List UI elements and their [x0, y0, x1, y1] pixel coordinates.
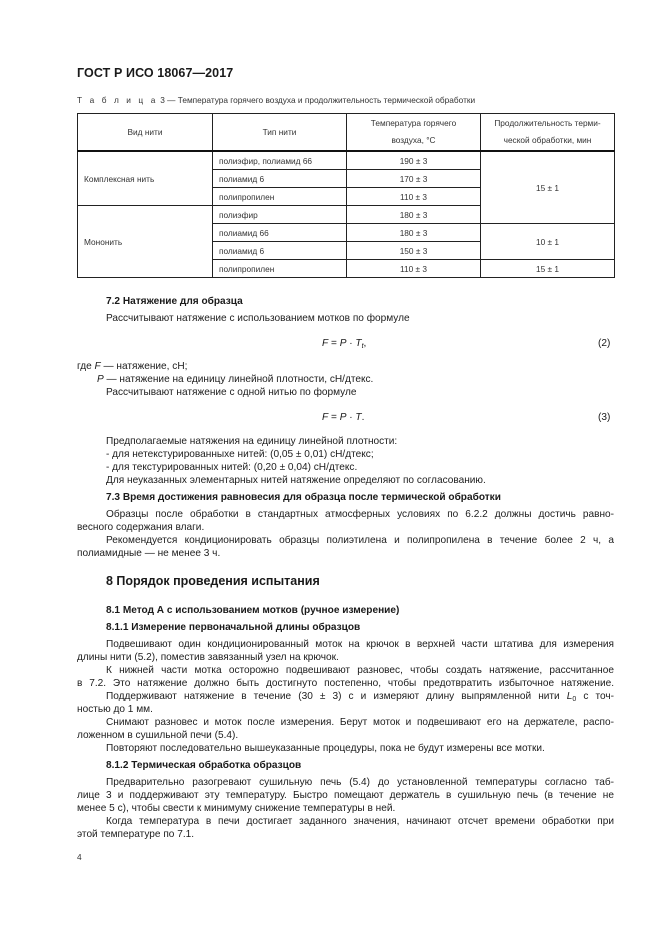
paragraph-line: Подвешивают один кондиционированный моток на крючок в верхней части штатива для измерения [106, 639, 614, 650]
thread-type-cell: полиэфир [213, 206, 347, 224]
temperature-cell: 180 ± 3 [347, 224, 481, 242]
duration-cell: 15 ± 1 [481, 260, 615, 278]
table-3-temperature-duration [77, 113, 615, 278]
list-item: - для нетекстурированныхе нитей: (0,05 ± 0,01) сН/дтекс; [106, 449, 374, 460]
paragraph-line: в 7.2. Это натяжение должно быть достигнуто постепенно, чтобы предотвратить избыточное натяжение. [77, 678, 614, 689]
duration-cell: 15 ± 1 [481, 151, 615, 224]
column-header-temperature: Температура горячего воздуха, °С [347, 114, 481, 152]
page-number: 4 [77, 852, 82, 862]
paragraph-line: ложенном в сушильной печи (5.4). [77, 730, 239, 741]
table-caption [77, 95, 475, 105]
paragraph: Рассчитывают натяжение с использованием мотков по формуле [106, 313, 410, 324]
paragraph-line: Повторяют последовательно вышеуказанные процедуры, пока не будут измерены все мотки. [106, 743, 545, 754]
formula-2: $F = P \cdot T_t$, [322, 338, 367, 350]
paragraph-line: К нижней части мотка осторожно подвешивают разновес, чтобы создать натяжение, рассчитанное [106, 665, 614, 676]
column-header-thread-kind: Вид нити [78, 114, 213, 152]
paragraph-line: Рекомендуется кондиционировать образцы полиэтилена и полипропилена в течение более 2 ч, а [106, 535, 614, 546]
paragraph-line: этой температуре по 7.1. [77, 829, 195, 840]
list-item: - для текстурированных нитей: (0,20 ± 0,04) сН/дтекс. [106, 462, 358, 473]
equation-number-3: (3) [598, 412, 611, 423]
paragraph-line: Снимают разновес и моток после измерения. Берут моток и подвешивают его на держателе, распо- [106, 717, 614, 728]
section-7-2-heading: 7.2 Натяжение для образца [106, 296, 243, 307]
paragraph-line: Предварительно разогревают сушильную печь (5.4) до установленной температуры согласно таб- [106, 777, 614, 788]
temperature-cell: 190 ± 3 [347, 151, 481, 170]
paragraph-line: Образцы после обработки в стандартных атмосферных условиях по 6.2.2 должны достичь равно- [106, 509, 614, 520]
paragraph-line: лице 3 и поддерживают эту температуру. Быстро помещают держатель в сушильную печь (в течение не [77, 790, 614, 801]
section-8-1-2-heading: 8.1.2 Термическая обработка образцов [106, 760, 302, 771]
thread-kind-cell: Мононить [78, 206, 213, 278]
paragraph-line: ностью до 1 мм. [77, 704, 153, 715]
where-line-p: P — натяжение на единицу линейной плотности, сН/дтекс. [97, 374, 374, 385]
thread-kind-cell: Комплексная нить [78, 151, 213, 206]
paragraph-line: весного содержания влаги. [77, 522, 205, 533]
equation-number-2: (2) [598, 338, 611, 349]
paragraph-line: полиамидные — не менее 3 ч. [77, 548, 221, 559]
thread-type-cell: полипропилен [213, 188, 347, 206]
temperature-cell: 110 ± 3 [347, 188, 481, 206]
paragraph-line: Поддерживают натяжение в течение (30 ± 3) с и измеряют длину выпрямленной нити $L_0$ с точ- [106, 691, 614, 703]
column-header-duration: Продолжительность термической обработки, мин [481, 114, 615, 152]
paragraph: Рассчитывают натяжение с одной нитью по формуле [106, 387, 357, 398]
temperature-cell: 110 ± 3 [347, 260, 481, 278]
section-7-3-heading: 7.3 Время достижения равновесия для образца после термической обработки [106, 492, 501, 503]
thread-type-cell: полиамид 6 [213, 170, 347, 188]
table-row [78, 151, 615, 170]
paragraph-line: длины нити (5.2), поместив завязанный узел на крючок. [77, 652, 339, 663]
section-8-1-1-heading: 8.1.1 Измерение первоначальной длины образцов [106, 622, 361, 633]
paragraph-line: Когда температура в печи достигает заданного значения, начинают отсчет времени обработки при [106, 816, 614, 827]
document-id-header: ГОСТ Р ИСО 18067—2017 [77, 66, 234, 80]
paragraph-line: менее 5 с), чтобы свести к минимуму снижение температуры в ней. [77, 803, 396, 814]
paragraph: Для неуказанных элементарных нитей натяжение определяют по согласованию. [106, 475, 486, 486]
column-header-thread-type: Тип нити [213, 114, 347, 152]
thread-type-cell: полиамид 66 [213, 224, 347, 242]
temperature-cell: 170 ± 3 [347, 170, 481, 188]
section-8-heading: 8 Порядок проведения испытания [106, 574, 320, 588]
paragraph: Предполагаемые натяжения на единицу линейной плотности: [106, 436, 398, 447]
section-8-1-heading: 8.1 Метод А с использованием мотков (ручное измерение) [106, 605, 400, 616]
temperature-cell: 150 ± 3 [347, 242, 481, 260]
thread-type-cell: полиамид 6 [213, 242, 347, 260]
table-caption-title: 3 — Температура горячего воздуха и продолжительность термической обработки [157, 95, 476, 105]
table-header-row [78, 114, 615, 152]
duration-cell: 10 ± 1 [481, 224, 615, 260]
formula-3: F = P · T. [322, 412, 365, 423]
temperature-cell: 180 ± 3 [347, 206, 481, 224]
thread-type-cell: полиэфир, полиамид 66 [213, 151, 347, 170]
thread-type-cell: полипропилен [213, 260, 347, 278]
table-caption-prefix: Т а б л и ц а [77, 95, 158, 105]
where-line-f: где F — натяжение, сН; [77, 361, 188, 372]
